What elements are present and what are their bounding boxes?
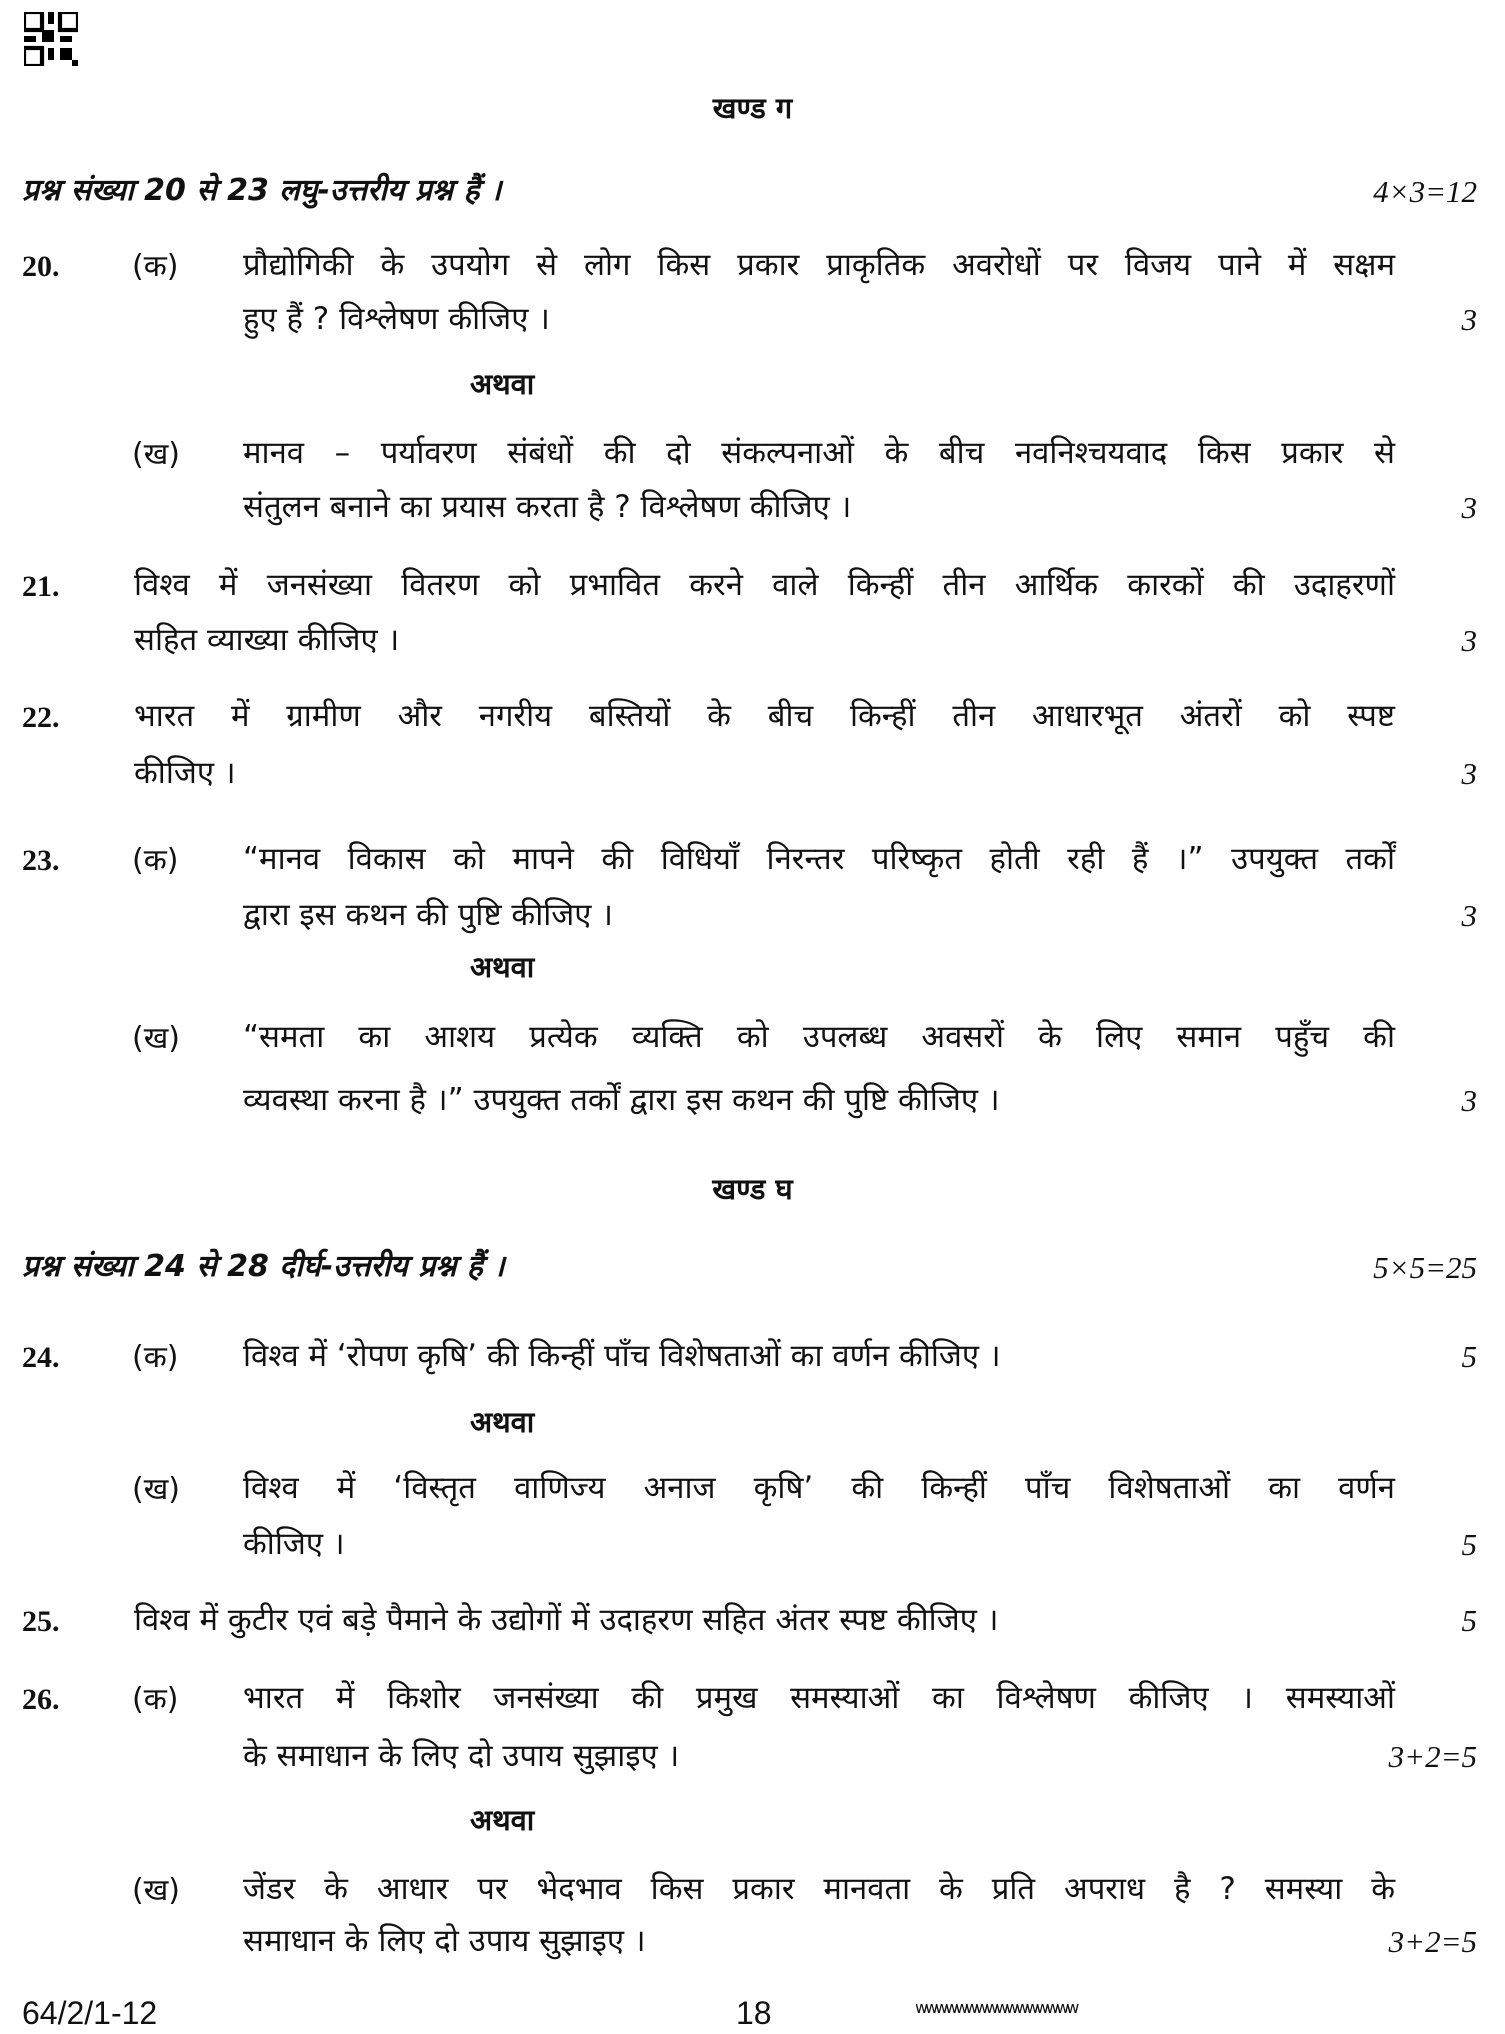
section-d-title: खण्ड घ xyxy=(712,1172,793,1206)
question-number: 25. xyxy=(22,1605,60,1638)
footer-ornament: wwwwwwwwwwwwwwww xyxy=(915,1998,1077,2017)
question-marks: 5 xyxy=(1461,1603,1477,1638)
question-marks: 3 xyxy=(1461,490,1477,525)
question-marks: 5 xyxy=(1461,1339,1477,1374)
question-text: कीजिए । xyxy=(134,755,236,791)
or-label: अथवा xyxy=(470,950,535,984)
option-label: (क) xyxy=(132,249,179,284)
paper-code: 64/2/1-12 xyxy=(22,1995,158,2031)
question-text: भारत में ग्रामीण और नगरीय बस्तियों के बीच किन्हीं तीन आधारभूत अंतरों को स्पष्ट xyxy=(134,698,1395,734)
question-text: के समाधान के लिए दो उपाय सुझाइए । xyxy=(243,1738,680,1774)
question-text: जेंडर के आधार पर भेदभाव किस प्रकार मानवता के प्रति अपराध है ? समस्या के xyxy=(243,1871,1395,1907)
question-marks: 5 xyxy=(1461,1527,1477,1562)
question-marks: 3+2=5 xyxy=(1388,1924,1477,1959)
question-text: द्वारा इस कथन की पुष्टि कीजिए । xyxy=(243,897,614,933)
question-text: विश्व में जनसंख्या वितरण को प्रभावित करने वाले किन्हीं तीन आर्थिक कारकों की उदाहरणों xyxy=(134,567,1395,603)
question-text: मानव – पर्यावरण संबंधों की दो संकल्पनाओं के बीच नवनिश्चयवाद किस प्रकार से xyxy=(243,435,1395,471)
question-text: कीजिए । xyxy=(243,1526,345,1562)
option-label: (ख) xyxy=(132,1021,180,1056)
question-marks: 3 xyxy=(1461,623,1477,658)
page-number: 18 xyxy=(736,1995,772,2031)
question-number: 24. xyxy=(22,1341,60,1374)
option-label: (क) xyxy=(132,843,179,878)
question-marks: 3 xyxy=(1461,1083,1477,1118)
or-label: अथवा xyxy=(470,1405,535,1439)
question-number: 26. xyxy=(22,1683,60,1716)
option-label: (ख) xyxy=(132,1472,180,1507)
or-label: अथवा xyxy=(470,1803,535,1837)
option-label: (क) xyxy=(132,1682,179,1717)
question-text: विश्व में कुटीर एवं बड़े पैमाने के उद्योगों में उदाहरण सहित अंतर स्पष्ट कीजिए । xyxy=(134,1602,999,1638)
option-label: (क) xyxy=(132,1340,179,1375)
question-text: “मानव विकास को मापने की विधियाँ निरन्तर परिष्कृत होती रही हैं ।” उपयुक्त तर्कों xyxy=(243,841,1395,877)
option-label: (ख) xyxy=(132,437,180,472)
question-marks: 3+2=5 xyxy=(1388,1739,1477,1774)
question-text: प्रौद्योगिकी के उपयोग से लोग किस प्रकार प्राकृतिक अवरोधों पर विजय पाने में सक्षम xyxy=(243,247,1395,283)
question-text: भारत में किशोर जनसंख्या की प्रमुख समस्याओं का विश्लेषण कीजिए । समस्याओं xyxy=(243,1680,1395,1716)
option-label: (ख) xyxy=(132,1873,180,1908)
qr-code-icon xyxy=(24,12,78,66)
section-c-title: खण्ड ग xyxy=(712,91,793,125)
or-label: अथवा xyxy=(470,367,535,401)
section-c-marks: 4×3=12 xyxy=(1373,174,1477,209)
section-d-marks: 5×5=25 xyxy=(1373,1250,1477,1285)
question-marks: 3 xyxy=(1461,302,1477,337)
section-c-instruction: प्रश्न संख्या 20 से 23 लघु-उत्तरीय प्रश्न हैं । xyxy=(22,173,502,208)
question-text: व्यवस्था करना है ।” उपयुक्त तर्कों द्वारा इस कथन की पुष्टि कीजिए । xyxy=(243,1082,1000,1118)
question-marks: 3 xyxy=(1461,898,1477,933)
question-number: 20. xyxy=(22,250,60,283)
question-number: 22. xyxy=(22,701,60,734)
question-number: 23. xyxy=(22,844,60,877)
question-text: सहित व्याख्या कीजिए । xyxy=(134,622,400,658)
question-text: विश्व में ‘विस्तृत वाणिज्य अनाज कृषि’ की किन्हीं पाँच विशेषताओं का वर्णन xyxy=(243,1470,1395,1506)
question-number: 21. xyxy=(22,570,60,603)
section-d-instruction: प्रश्न संख्या 24 से 28 दीर्घ-उत्तरीय प्रश्न हैं । xyxy=(22,1249,505,1284)
question-text: हुए हैं ? विश्लेषण कीजिए । xyxy=(243,301,550,337)
question-text: समाधान के लिए दो उपाय सुझाइए । xyxy=(243,1923,646,1959)
question-marks: 3 xyxy=(1461,756,1477,791)
question-text: विश्व में ‘रोपण कृषि’ की किन्हीं पाँच विशेषताओं का वर्णन कीजिए । xyxy=(243,1338,1001,1374)
question-text: संतुलन बनाने का प्रयास करता है ? विश्लेषण कीजिए । xyxy=(243,489,852,525)
question-text: “समता का आशय प्रत्येक व्यक्ति को उपलब्ध अवसरों के लिए समान पहुँच की xyxy=(243,1019,1395,1055)
